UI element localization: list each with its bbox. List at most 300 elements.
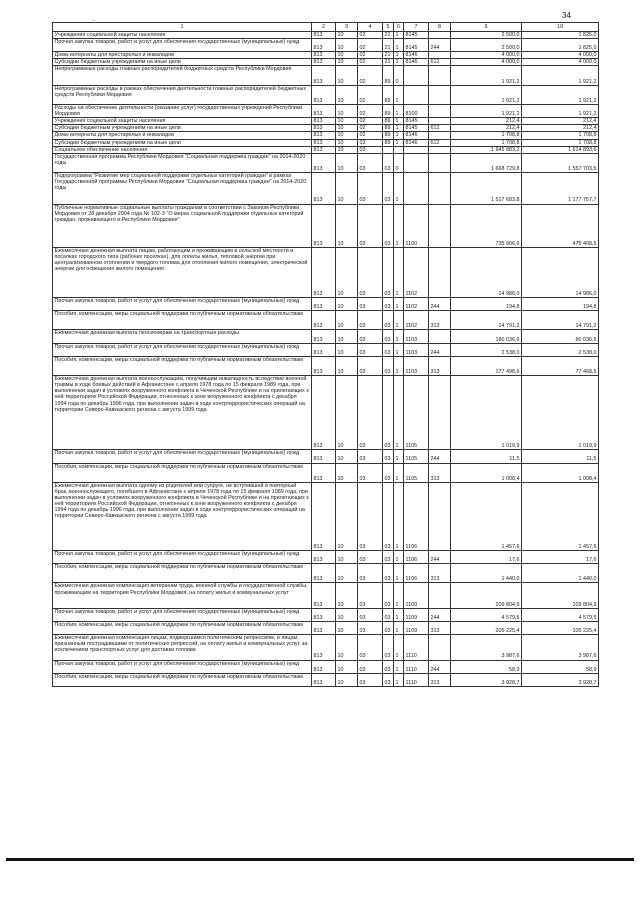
amount-cell-year2: 3 987,6: [522, 635, 599, 660]
target-code-cell: 1105: [404, 376, 429, 450]
subsection-code-cell: 02: [358, 52, 383, 59]
amount-cell-year1: 1 921,2: [451, 66, 522, 85]
amount-cell-year2: 1 825,0: [522, 39, 599, 52]
amount-cell-year2: 212,4: [522, 118, 599, 125]
subprogram-code-cell: 1: [394, 59, 404, 66]
subsection-code-cell: 03: [358, 550, 383, 563]
target-code-cell: [404, 173, 429, 205]
subprogram-code-cell: 1: [394, 673, 404, 686]
subprogram-code-cell: 1: [394, 635, 404, 660]
expense-type-cell: 244: [429, 39, 451, 52]
expense-type-cell: 313: [429, 564, 451, 583]
program-code-cell: [383, 146, 394, 153]
target-code-cell: 1106: [404, 564, 429, 583]
expense-type-cell: [429, 146, 451, 153]
subprogram-code-cell: 1: [394, 311, 404, 330]
table-row: [53, 343, 599, 356]
expense-type-cell: 313: [429, 463, 451, 482]
gr-code-cell: 813: [312, 146, 336, 153]
table-row: [53, 583, 599, 608]
subprogram-code-cell: 0: [394, 66, 404, 85]
page-number: 34: [562, 11, 571, 20]
target-code-cell: 8146: [404, 139, 429, 146]
header-cell: 3: [336, 23, 358, 32]
program-code-cell: 89: [383, 66, 394, 85]
row-name-cell: Пособия, компенсации, меры социальной поддержки по публичным нормативным обязательствам: [53, 621, 312, 634]
target-code-cell: 8145: [404, 32, 429, 39]
gr-code-cell: 813: [312, 564, 336, 583]
expense-type-cell: [429, 153, 451, 172]
row-name-cell: Дома-интернаты для престарелых и инвалидов: [53, 132, 312, 139]
amount-cell-year1: 17,6: [451, 550, 522, 563]
row-name-cell: Прочая закупка товаров, работ и услуг для обеспечения государственных (муниципальных) нужд: [53, 660, 312, 673]
gr-code-cell: 813: [312, 550, 336, 563]
amount-cell-year2: 1 708,8: [522, 132, 599, 139]
table-row: [53, 621, 599, 634]
table-row: [53, 550, 599, 563]
program-code-cell: 03: [383, 330, 394, 343]
amount-cell-year1: 2 500,0: [451, 32, 522, 39]
gr-code-cell: 813: [312, 132, 336, 139]
row-name-cell: Прочая закупка товаров, работ и услуг для обеспечения государственных (муниципальных) нужд: [53, 298, 312, 311]
subsection-code-cell: 02: [358, 105, 383, 118]
amount-cell-year2: 1 921,2: [522, 105, 599, 118]
subsection-code-cell: 03: [358, 311, 383, 330]
amount-cell-year1: 14 986,0: [451, 248, 522, 298]
amount-cell-year2: 1 614 893,6: [522, 146, 599, 153]
target-code-cell: 1102: [404, 298, 429, 311]
expense-type-cell: [429, 248, 451, 298]
subprogram-code-cell: 1: [394, 248, 404, 298]
gr-code-cell: 813: [312, 673, 336, 686]
table-row: [53, 564, 599, 583]
expense-type-cell: [429, 32, 451, 39]
target-code-cell: 1109: [404, 608, 429, 621]
row-name-cell: Ежемесячная денежная компенсация ветеранам труда, военной службы и государственной службы, проживающим на территории Республики Мордовия, на оплату жилья и коммунальных услуг: [53, 583, 312, 608]
table-row: [53, 146, 599, 153]
table-row: [53, 450, 599, 463]
subsection-code-cell: 03: [358, 153, 383, 172]
section-code-cell: 10: [336, 85, 358, 104]
target-code-cell: 1109: [404, 583, 429, 608]
row-name-cell: Ежемесячная денежная выплата лицам, работающим и проживающим в сельской местности и поселках городского типа (рабочих поселках), для оплаты жилья, тепловой энергии при централизованном отоплении и твердого топлива для отопления жилого помещения, электрической энергии для освещения жилого помещения: [53, 248, 312, 298]
gr-code-cell: 813: [312, 32, 336, 39]
amount-cell-year2: 105 225,4: [522, 621, 599, 634]
subprogram-code-cell: 1: [394, 463, 404, 482]
subprogram-code-cell: 0: [394, 153, 404, 172]
subsection-code-cell: 03: [358, 376, 383, 450]
program-code-cell: 03: [383, 635, 394, 660]
row-name-cell: Прочая закупка товаров, работ и услуг для обеспечения государственных (муниципальных) нужд: [53, 608, 312, 621]
subprogram-code-cell: 1: [394, 204, 404, 248]
row-name-cell: Ежемесячная денежная выплата пенсионерам на транспортные расходы: [53, 330, 312, 343]
section-code-cell: 10: [336, 125, 358, 132]
subsection-code-cell: 03: [358, 330, 383, 343]
table-row: [53, 463, 599, 482]
target-code-cell: 1103: [404, 330, 429, 343]
table-row: [53, 356, 599, 375]
table-row: [53, 204, 599, 248]
subsection-code-cell: 03: [358, 660, 383, 673]
section-code-cell: 10: [336, 39, 358, 52]
section-code-cell: 10: [336, 153, 358, 172]
row-name-cell: Субсидии бюджетным учреждениям на иные цели: [53, 125, 312, 132]
subprogram-code-cell: 1: [394, 660, 404, 673]
program-code-cell: 03: [383, 583, 394, 608]
table-row: [53, 673, 599, 686]
amount-cell-year1: 1 668 729,8: [451, 153, 522, 172]
expense-type-cell: 244: [429, 343, 451, 356]
row-name-cell: Непрограммные расходы главных распорядителей бюджетных средств Республики Мордовия: [53, 66, 312, 85]
amount-cell-year1: 1 008,4: [451, 463, 522, 482]
section-code-cell: 10: [336, 564, 358, 583]
subprogram-code-cell: 1: [394, 356, 404, 375]
expense-type-cell: 313: [429, 673, 451, 686]
gr-code-cell: 813: [312, 660, 336, 673]
amount-cell-year1: 1 708,8: [451, 132, 522, 139]
section-code-cell: 10: [336, 673, 358, 686]
target-code-cell: 1105: [404, 450, 429, 463]
subprogram-code-cell: 1: [394, 608, 404, 621]
section-code-cell: 10: [336, 248, 358, 298]
subprogram-code-cell: 1: [394, 139, 404, 146]
target-code-cell: 1102: [404, 248, 429, 298]
gr-code-cell: 813: [312, 39, 336, 52]
table-row: [53, 59, 599, 66]
subsection-code-cell: 03: [358, 463, 383, 482]
program-code-cell: 89: [383, 139, 394, 146]
target-code-cell: 8146: [404, 132, 429, 139]
expense-type-cell: [429, 52, 451, 59]
amount-cell-year1: 14 791,2: [451, 311, 522, 330]
table-row: [53, 660, 599, 673]
table-row: [53, 39, 599, 52]
target-code-cell: 1110: [404, 660, 429, 673]
table-row: [53, 85, 599, 104]
row-name-cell: Непрограммные расходы в рамках обеспечения деятельности главных распорядителей бюджетных средств Республики Мордовия: [53, 85, 312, 104]
row-name-cell: Пособия, компенсации, меры социальной поддержки по публичным нормативным обязательствам: [53, 673, 312, 686]
gr-code-cell: 813: [312, 85, 336, 104]
expense-type-cell: [429, 118, 451, 125]
target-code-cell: 1106: [404, 482, 429, 550]
target-code-cell: 8145: [404, 125, 429, 132]
expense-type-cell: [429, 85, 451, 104]
subprogram-code-cell: 1: [394, 376, 404, 450]
program-code-cell: 03: [383, 463, 394, 482]
subsection-code-cell: 03: [358, 621, 383, 634]
expense-type-cell: 244: [429, 550, 451, 563]
expense-type-cell: 244: [429, 450, 451, 463]
gr-code-cell: 813: [312, 125, 336, 132]
amount-cell-year2: 14 791,2: [522, 311, 599, 330]
subsection-code-cell: 03: [358, 673, 383, 686]
section-code-cell: 10: [336, 173, 358, 205]
target-code-cell: [404, 153, 429, 172]
row-name-cell: Прочая закупка товаров, работ и услуг для обеспечения государственных (муниципальных) нужд: [53, 39, 312, 52]
expense-type-cell: [429, 132, 451, 139]
header-cell: 8: [429, 23, 451, 32]
subprogram-code-cell: 1: [394, 85, 404, 104]
section-code-cell: 10: [336, 376, 358, 450]
section-code-cell: 10: [336, 139, 358, 146]
expense-type-cell: 612: [429, 139, 451, 146]
section-code-cell: 10: [336, 59, 358, 66]
amount-cell-year1: 1 921,2: [451, 85, 522, 104]
subsection-code-cell: 03: [358, 583, 383, 608]
subprogram-code-cell: [394, 146, 404, 153]
subprogram-code-cell: 1: [394, 173, 404, 205]
amount-cell-year2: 1 177 757,7: [522, 173, 599, 205]
amount-cell-year1: 1 517 683,8: [451, 173, 522, 205]
expense-type-cell: 244: [429, 660, 451, 673]
table-row: [53, 153, 599, 172]
expense-type-cell: [429, 66, 451, 85]
amount-cell-year2: 77 468,5: [522, 356, 599, 375]
table-row: [53, 32, 599, 39]
row-name-cell: Прочая закупка товаров, работ и услуг для обеспечения государственных (муниципальных) нужд: [53, 550, 312, 563]
subsection-code-cell: 02: [358, 139, 383, 146]
amount-cell-year1: 1 457,6: [451, 482, 522, 550]
amount-cell-year1: 11,5: [451, 450, 522, 463]
amount-cell-year2: 212,4: [522, 125, 599, 132]
row-name-cell: Пособия, компенсации, меры социальной поддержки по публичным нормативным обязательствам: [53, 463, 312, 482]
amount-cell-year1: 1 708,8: [451, 139, 522, 146]
section-code-cell: 10: [336, 463, 358, 482]
gr-code-cell: 813: [312, 635, 336, 660]
subsection-code-cell: 03: [358, 356, 383, 375]
target-code-cell: 1110: [404, 635, 429, 660]
expense-type-cell: [429, 482, 451, 550]
gr-code-cell: 813: [312, 376, 336, 450]
program-code-cell: 21: [383, 32, 394, 39]
expense-type-cell: 612: [429, 125, 451, 132]
amount-cell-year1: 212,4: [451, 125, 522, 132]
section-code-cell: 10: [336, 660, 358, 673]
amount-cell-year1: 209 804,9: [451, 583, 522, 608]
row-name-cell: Расходы на обеспечение деятельности (оказание услуг) государственных учреждений Республики Мордовия: [53, 105, 312, 118]
expense-type-cell: 313: [429, 311, 451, 330]
amount-cell-year1: 180 036,6: [451, 330, 522, 343]
program-code-cell: 03: [383, 450, 394, 463]
section-code-cell: 10: [336, 635, 358, 660]
subprogram-code-cell: 1: [394, 621, 404, 634]
subsection-code-cell: 03: [358, 482, 383, 550]
subprogram-code-cell: 1: [394, 132, 404, 139]
gr-code-cell: 813: [312, 66, 336, 85]
amount-cell-year1: 2 538,0: [451, 343, 522, 356]
target-code-cell: 1105: [404, 463, 429, 482]
program-code-cell: 03: [383, 376, 394, 450]
expense-type-cell: 313: [429, 621, 451, 634]
subsection-code-cell: 02: [358, 39, 383, 52]
program-code-cell: 03: [383, 482, 394, 550]
program-code-cell: 03: [383, 621, 394, 634]
section-code-cell: 10: [336, 450, 358, 463]
header-cell: 1: [53, 23, 312, 32]
program-code-cell: 03: [383, 248, 394, 298]
subprogram-code-cell: 1: [394, 564, 404, 583]
header-cell: 2: [312, 23, 336, 32]
expense-type-cell: 244: [429, 608, 451, 621]
amount-cell-year1: 205 225,4: [451, 621, 522, 634]
amount-cell-year2: 4 000,0: [522, 59, 599, 66]
amount-cell-year2: 3 928,7: [522, 673, 599, 686]
table-row: [53, 105, 599, 118]
amount-cell-year2: 109 804,9: [522, 583, 599, 608]
subsection-code-cell: 02: [358, 132, 383, 139]
program-code-cell: 03: [383, 564, 394, 583]
table-body: [53, 32, 599, 687]
gr-code-cell: 813: [312, 248, 336, 298]
section-code-cell: 10: [336, 330, 358, 343]
program-code-cell: 03: [383, 673, 394, 686]
amount-cell-year2: 1 440,0: [522, 564, 599, 583]
gr-code-cell: 813: [312, 139, 336, 146]
program-code-cell: 03: [383, 343, 394, 356]
amount-cell-year2: 4 579,5: [522, 608, 599, 621]
target-code-cell: [404, 146, 429, 153]
amount-cell-year2: 14 986,0: [522, 248, 599, 298]
section-code-cell: 10: [336, 482, 358, 550]
program-code-cell: 89: [383, 132, 394, 139]
amount-cell-year1: 1 945 883,2: [451, 146, 522, 153]
subprogram-code-cell: 1: [394, 105, 404, 118]
subsection-code-cell: 03: [358, 298, 383, 311]
header-cell: 5: [383, 23, 394, 32]
target-code-cell: 1100: [404, 204, 429, 248]
amount-cell-year1: 1 440,0: [451, 564, 522, 583]
expense-type-cell: [429, 376, 451, 450]
subsection-code-cell: 03: [358, 204, 383, 248]
row-name-cell: Учреждения социальной защиты населения: [53, 32, 312, 39]
section-code-cell: 10: [336, 356, 358, 375]
target-code-cell: [404, 85, 429, 104]
subprogram-code-cell: 1: [394, 52, 404, 59]
amount-cell-year2: 1 019,9: [522, 376, 599, 450]
row-name-cell: Государственная программа Республики Мордовия "Социальная поддержка граждан" на 2014-2020 годы: [53, 153, 312, 172]
header-cell: 9: [451, 23, 522, 32]
header-cell: 10: [522, 23, 599, 32]
subprogram-code-cell: 1: [394, 450, 404, 463]
table-row: [53, 66, 599, 85]
subprogram-code-cell: 1: [394, 343, 404, 356]
section-code-cell: 10: [336, 118, 358, 125]
amount-cell-year2: 1 008,4: [522, 463, 599, 482]
scan-mark: –: [92, 18, 96, 24]
program-code-cell: 03: [383, 311, 394, 330]
section-code-cell: 10: [336, 105, 358, 118]
subprogram-code-cell: 1: [394, 32, 404, 39]
table-row: [53, 118, 599, 125]
amount-cell-year1: 58,9: [451, 660, 522, 673]
target-code-cell: 8100: [404, 105, 429, 118]
row-name-cell: Пособия, компенсации, меры социальной поддержки по публичным нормативным обязательствам: [53, 356, 312, 375]
amount-cell-year2: 1 921,2: [522, 66, 599, 85]
section-code-cell: 10: [336, 66, 358, 85]
subprogram-code-cell: 1: [394, 550, 404, 563]
program-code-cell: 03: [383, 608, 394, 621]
row-name-cell: Публичные нормативные социальные выплаты гражданам в соответствии с Законом Республики Мордовия от 28 декабря 2004 года № 102-З "О мерах социальной поддержки отдельных категорий граждан, проживающего в Республике Мордовия": [53, 204, 312, 248]
amount-cell-year1: 4 579,5: [451, 608, 522, 621]
subprogram-code-cell: 1: [394, 298, 404, 311]
section-code-cell: 10: [336, 298, 358, 311]
table-row: [53, 125, 599, 132]
row-name-cell: Подпрограмма "Развитие мер социальной поддержки отдельных категорий граждан" в рамках Государственной программы Республики Мордовия "Социальная поддержка граждан" на 2014-2020 годы: [53, 173, 312, 205]
header-cell: 7: [404, 23, 429, 32]
row-name-cell: Дома-интернаты для престарелых и инвалидов: [53, 52, 312, 59]
gr-code-cell: 813: [312, 450, 336, 463]
row-name-cell: Субсидии бюджетным учреждениям на иные цели: [53, 139, 312, 146]
subprogram-code-cell: 1: [394, 39, 404, 52]
amount-cell-year2: 1 708,8: [522, 139, 599, 146]
row-name-cell: Прочая закупка товаров, работ и услуг для обеспечения государственных (муниципальных) нужд: [53, 450, 312, 463]
gr-code-cell: 813: [312, 153, 336, 172]
subprogram-code-cell: 1: [394, 118, 404, 125]
target-code-cell: 1103: [404, 343, 429, 356]
subsection-code-cell: 02: [358, 85, 383, 104]
row-name-cell: Учреждения социальной защиты населения: [53, 118, 312, 125]
expense-type-cell: 612: [429, 59, 451, 66]
program-code-cell: 03: [383, 356, 394, 375]
target-code-cell: 8145: [404, 118, 429, 125]
row-name-cell: Субсидии бюджетным учреждениям на иные цели: [53, 59, 312, 66]
subprogram-code-cell: 1: [394, 330, 404, 343]
amount-cell-year2: 1 825,0: [522, 32, 599, 39]
expense-type-cell: [429, 173, 451, 205]
section-code-cell: 10: [336, 311, 358, 330]
target-code-cell: 1103: [404, 356, 429, 375]
subsection-code-cell: 03: [358, 343, 383, 356]
expense-type-cell: [429, 635, 451, 660]
target-code-cell: 8145: [404, 39, 429, 52]
target-code-cell: 1110: [404, 673, 429, 686]
table-row: [53, 173, 599, 205]
amount-cell-year2: 1 921,2: [522, 85, 599, 104]
amount-cell-year2: 1 557 703,5: [522, 153, 599, 172]
table-row: [53, 139, 599, 146]
program-code-cell: 89: [383, 125, 394, 132]
program-code-cell: 03: [383, 660, 394, 673]
program-code-cell: 89: [383, 105, 394, 118]
table-row: [53, 248, 599, 298]
section-code-cell: 10: [336, 32, 358, 39]
row-name-cell: Ежемесячная денежная выплата военнослужащим, получившим инвалидность вследствие военной травмы в ходе боевых действий в Афганистане с апреля 1978 года по 15 февраля 1989 года, при выполнении задач в условиях вооруженного конфликта в Чеченской Республике и на прилегающих к ней территориях Российской Федерации, отнесенных к зоне вооруженного конфликта с декабря 1994 года по декабрь 1996 года, при выполнении задач в ходе контртеррористических операций на территории Северо-Кавказского региона с августа 1999 года: [53, 376, 312, 450]
section-code-cell: 10: [336, 132, 358, 139]
subsection-code-cell: 03: [358, 450, 383, 463]
table-row: [53, 376, 599, 450]
gr-code-cell: 813: [312, 173, 336, 205]
row-name-cell: Пособия, компенсации, меры социальной поддержки по публичным нормативным обязательствам: [53, 311, 312, 330]
amount-cell-year2: 11,5: [522, 450, 599, 463]
subprogram-code-cell: 1: [394, 482, 404, 550]
section-code-cell: 10: [336, 146, 358, 153]
program-code-cell: 21: [383, 52, 394, 59]
amount-cell-year2: 475 408,5: [522, 204, 599, 248]
amount-cell-year1: 1 921,2: [451, 105, 522, 118]
section-code-cell: 10: [336, 550, 358, 563]
amount-cell-year1: 3 987,6: [451, 635, 522, 660]
header-cell: 4: [358, 23, 383, 32]
target-code-cell: 1102: [404, 311, 429, 330]
target-code-cell: 1106: [404, 550, 429, 563]
amount-cell-year1: 212,4: [451, 118, 522, 125]
subsection-code-cell: 03: [358, 173, 383, 205]
subsection-code-cell: 03: [358, 608, 383, 621]
row-name-cell: Пособия, компенсации, меры социальной поддержки по публичным нормативным обязательствам: [53, 564, 312, 583]
gr-code-cell: 813: [312, 298, 336, 311]
subsection-code-cell: 03: [358, 564, 383, 583]
subsection-code-cell: 02: [358, 66, 383, 85]
